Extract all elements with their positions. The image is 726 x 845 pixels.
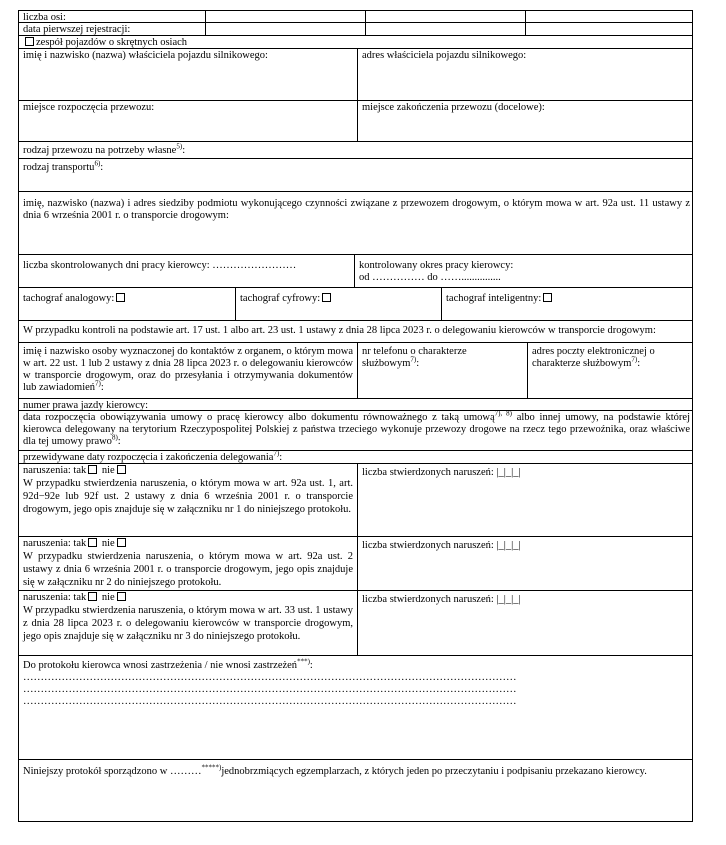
footnote-umowa-1: 7), 8) [494,409,512,418]
row-liczba-osi [18,10,693,22]
field-data-rej-1[interactable] [205,23,365,35]
footnote-5: 5) [176,142,183,151]
label-nar2-nie: nie [101,538,115,549]
label-osoba: imię i nazwisko osoby wyznaczonej do kontaktów z organem, o którym mowa w art. 22 ust. 1 lub 2 ustawy z dnia 28 lipca 2023 r. o delegowaniu kierowców w transporcie drogowym, oraz do przesyłania i otrzymywania dokumentów lub zawiadomień [23,346,353,393]
telefon-cell: nr telefonu o charakterze służbowym$^{7)}$: [357,343,527,398]
liczba-nar-2: liczba stwierdzonych naruszeń: |_|_|_| [357,537,694,590]
field-data-rej-2[interactable] [365,23,525,35]
footnote-6: 6) [94,159,101,168]
zastrzezenia-line-3[interactable]: …………………………………………………………………………………………………………………………… [23,696,517,707]
label-rodzaj-przewozu: rodzaj przewozu na potrzeby własne [23,145,177,156]
nar2-tak-checkbox[interactable] [88,538,97,547]
row-dni-pracy [18,254,693,287]
row-delegowanie [18,320,693,342]
tach-analog-cell [19,288,235,320]
label-umowa-b: albo innej umowy, na podstawie której kierowca delegowany na terytorium Rzeczypospolitej Polskiej z państwa trzeciego wykonuje przewozy drogowe na rzecz tego przewoźnika, oraz właściwe dla tej umowy prawo [23,412,690,447]
zastrzezenia-line-1[interactable]: …………………………………………………………………………………………………………………………… [23,672,517,683]
umowa-cell: data rozpoczęcia obowiązywania umowy o pracę kierowcy albo dokumentu równoważnego z taką umową$^{7), 8)}$ albo innej umowy, na podstawie której kierowca delegowany na terytorium Rzeczypospolitej Polskiej z państwa trzeciego wykonuje przewozy drogowe na rzecz tego przewoźnika, oraz właściwe dla tej umowy prawo$^{8)}$: [23,409,690,447]
footnote-protokol: *****) [201,763,222,772]
nar3-text: W przypadku stwierdzenia naruszenia, o którym mowa w art. 33 ust. 1 ustawy z dnia 28 lipca 2023 r. o delegowaniu kierowców w transporcie drogowym, jego opis znajduje się w załączniku nr 3 do niniejszego protokołu. [23,605,353,642]
label-protokol-a: Niniejszy protokół sporządzono w ……… [23,766,202,777]
label-nar3-tak: naruszenia: tak [23,592,87,603]
row-zastrzezenia [18,655,693,759]
label-podmiot: imię, nazwisko (nazwa) i adres siedziby podmiotu wykonującego czynności związane z przewozem drogowym, o którym mowa w art. 92a ust. 11 ustawy z dnia 6 września 2001 r. o transporcie drogowym: [23,198,690,221]
label-tach-intel: tachograf inteligentny: [446,293,542,304]
nar1-text: W przypadku stwierdzenia naruszenia, o którym mowa w art. 92a ust. 1, art. 92d−92e lub 92f ust. 2 ustawy z dnia 6 września 2001 r. o transporcie drogowym, jego opis znajduje się w załączniku nr 1 do niniejszego protokołu. [23,478,353,515]
row-data-rejestracji [18,22,693,35]
label-delegowanie: W przypadku kontroli na podstawie art. 17 ust. 1 albo art. 23 ust. 1 ustawy z dnia 28 lipca 2023 r. o delegowaniu kierowców w transporcie drogowym: [23,325,656,336]
label-wlasciciel-nazwa: imię i nazwisko (nazwa) właściciela pojazdu silnikowego: [23,50,268,61]
zespol-checkbox[interactable] [25,37,34,46]
row-naruszenia-1 [18,463,693,536]
label-okres-od-do: od …………… do ……............... [359,272,501,283]
email-cell: adres poczty elektronicznej o charakterze służbowym$^{7)}$: [527,343,694,398]
row-kontakt [18,342,693,398]
label-tach-analog: tachograf analogowy: [23,293,115,304]
row-naruszenia-2 [18,536,693,590]
zespol-cell [19,36,694,48]
tach-cyfr-checkbox[interactable] [322,293,331,302]
nar1-nie-checkbox[interactable] [117,465,126,474]
protokol-cell [19,760,694,821]
tach-analog-checkbox[interactable] [116,293,125,302]
okres-cell [354,255,694,287]
row-miejsce [18,100,693,141]
label-telefon: nr telefonu o charakterze służbowym [362,346,467,369]
zastrzezenia-line-2[interactable]: …………………………………………………………………………………………………………………………… [23,684,517,695]
row-wlasciciel [18,48,693,100]
label-zastrzezenia: Do protokołu kierowca wnosi zastrzeżenia / nie wnosi zastrzeżeń [23,660,298,671]
nar1-tak-checkbox[interactable] [88,465,97,474]
label-nar3-nie: nie [101,592,115,603]
rodzaj-przewozu-cell: rodzaj przewozu na potrzeby własne$^{5)}$: [23,142,186,156]
liczba-nar-3: liczba stwierdzonych naruszeń: |_|_|_| [357,591,694,655]
row-zespol [18,35,693,48]
field-liczba-osi-2[interactable] [365,11,525,22]
tach-cyfr-cell [235,288,441,320]
label-nar1-nie: nie [101,465,115,476]
footnote-umowa-2: 8) [111,433,118,442]
label-przewidywane: przewidywane daty rozpoczęcia i zakończenia delegowania [23,452,274,463]
label-wlasciciel-adres: adres właściciela pojazdu silnikowego: [357,49,694,100]
row-podmiot [18,191,693,254]
footnote-zastrzezenia: ***) [297,657,310,666]
nar3-nie-checkbox[interactable] [117,592,126,601]
row-protokol [18,759,693,822]
label-tach-cyfr: tachograf cyfrowy: [240,293,321,304]
label-okres: kontrolowany okres pracy kierowcy: [359,260,514,271]
nar3-tak-checkbox[interactable] [88,592,97,601]
label-rodzaj-transportu: rodzaj transportu [23,162,95,173]
zastrzezenia-cell: Do protokołu kierowca wnosi zastrzeżenia / nie wnosi zastrzeżeń***): …………………………………………………………………………………………………………………………… …………………………………………………………………………………………………………………………… …………………………………………………………………………………………………………………………… [19,656,694,759]
label-liczba-osi: liczba osi: [23,12,66,23]
footnote-telefon: 7) [410,355,417,364]
label-data-rejestracji: data pierwszej rejestracji: [23,24,131,35]
row-naruszenia-3 [18,590,693,655]
tach-intel-checkbox[interactable] [543,293,552,302]
row-tachografy [18,287,693,320]
rodzaj-transportu-cell: rodzaj transportu$^{6)}$: [23,159,104,173]
footnote-osoba: 7) [95,379,101,388]
liczba-nar-1: liczba stwierdzonych naruszeń: |_|_|_| [357,464,694,536]
label-miejsce-rozpoczecia: miejsce rozpoczęcia przewozu: [23,102,155,113]
label-liczba-dni: liczba skontrolowanych dni pracy kierowcy: …………………… [23,260,297,271]
row-prawo-jazdy [18,398,693,410]
row-rodzaj-transportu [18,158,693,191]
field-liczba-osi-3[interactable] [525,11,694,22]
label-nar2-tak: naruszenia: tak [23,538,87,549]
naruszenia-2-cell [19,537,357,590]
row-przewidywane [18,450,693,463]
row-rodzaj-przewozu [18,141,693,158]
przewidywane-cell: przewidywane daty rozpoczęcia i zakończenia delegowania$^{7)}$: [23,449,283,463]
nar2-nie-checkbox[interactable] [117,538,126,547]
naruszenia-3-cell [19,591,357,655]
naruszenia-1-cell [19,464,357,536]
tach-intel-cell [441,288,694,320]
label-umowa-a: data rozpoczęcia obowiązywania umowy o pracę kierowcy albo dokumentu równoważnego z taką umową [23,412,495,423]
label-prawo-jazdy: numer prawa jazdy kierowcy: [23,400,149,411]
nar2-text: W przypadku stwierdzenia naruszenia, o którym mowa w art. 92a ust. 2 ustawy z dnia 6 września 2001 r. o transporcie drogowym, jego opis znajduje się w załączniku nr 2 do niniejszego protokołu. [23,551,353,588]
footnote-email: 7) [631,355,638,364]
label-nar1-tak: naruszenia: tak [23,465,87,476]
field-data-rej-3[interactable] [525,23,694,35]
field-liczba-osi-1[interactable] [205,11,365,22]
row-umowa [18,410,693,450]
label-zespol: zespół pojazdów o skrętnych osiach [36,37,188,48]
label-email: adres poczty elektronicznej o charakterze służbowym [532,346,655,369]
label-protokol-b: jednobrzmiących egzemplarzach, z których jeden po przeczytaniu i podpisaniu przekazano kierowcy. [221,766,647,777]
label-miejsce-zakonczenia: miejsce zakończenia przewozu (docelowe): [357,101,694,141]
footnote-przewidywane: 7) [273,449,280,458]
osoba-cell: imię i nazwisko osoby wyznaczonej do kontaktów z organem, o którym mowa w art. 22 ust. 1 lub 2 ustawy z dnia 28 lipca 2023 r. o delegowaniu kierowców w transporcie drogowym, oraz do przesyłania i otrzymywania dokumentów lub zawiadomień$^{7)}$: [23,346,353,393]
